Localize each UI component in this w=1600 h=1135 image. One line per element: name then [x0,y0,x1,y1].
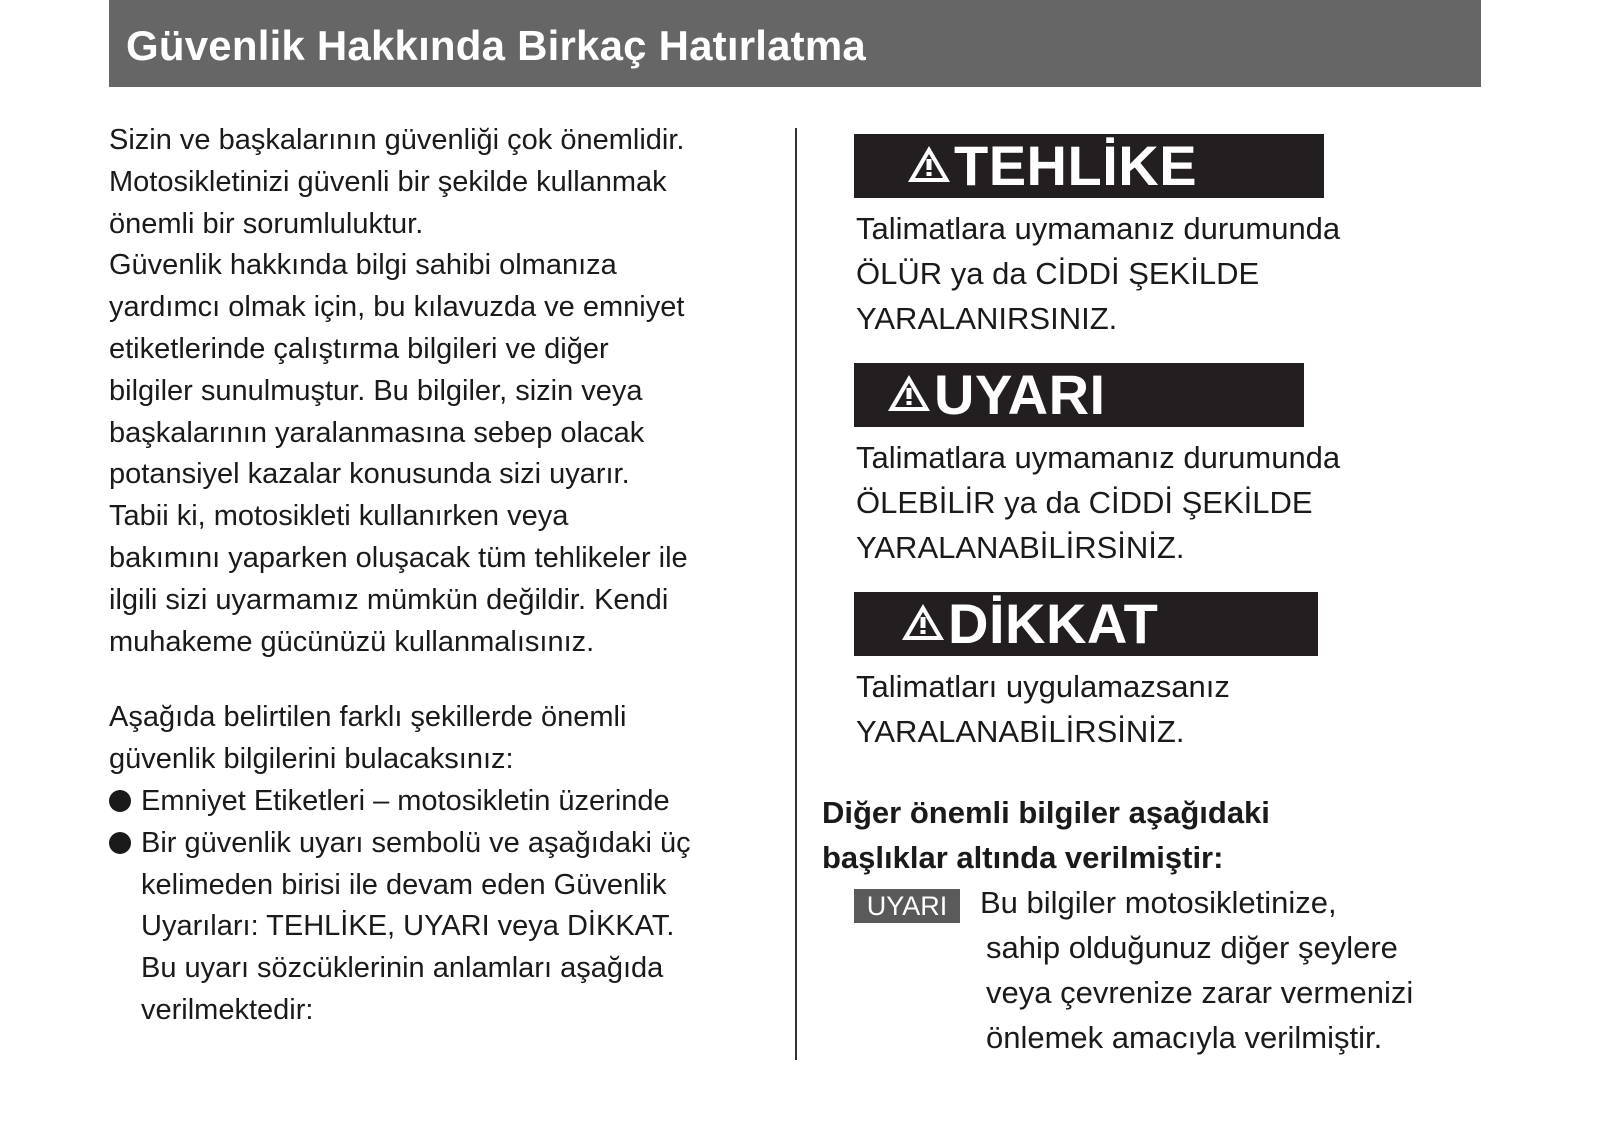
text-line: kelimeden birisi ile devam eden Güvenlik [141,868,667,901]
text-line: Bu bilgiler motosikletinize, [980,885,1337,920]
text-line: Emniyet Etiketleri – motosikletin üzerinde [141,784,670,817]
text-line: yardımcı olmak için, bu kılavuzda ve emniyet [109,291,685,324]
column-divider [795,128,797,1060]
text-line: Sizin ve başkalarının güvenliği çok önemlidir. [109,124,685,156]
page-title: Güvenlik Hakkında Birkaç Hatırlatma [126,22,866,69]
warning-triangle-icon [900,602,946,647]
list-item [109,823,779,1032]
text-line: güvenlik bilgilerini bulacaksınız: [109,743,514,776]
other-info-heading [822,790,1502,880]
text-line: ÖLÜR ya da CİDDİ ŞEKİLDE [856,256,1260,291]
text-line: ilgili sizi uyarmamız mümkün değildir. Kendi [109,583,669,616]
filled-circle-icon [109,832,131,854]
caution-banner [854,592,1318,656]
text-line: Diğer önemli bilgiler aşağıdaki [822,795,1270,830]
text-line: Uyarıları: TEHLİKE, UYARI veya DİKKAT. [141,910,675,943]
text-line: potansiyel kazalar konusunda sizi uyarır. [109,458,630,491]
bullet-list [109,781,779,1032]
warning-triangle-icon [906,144,952,189]
danger-banner [854,134,1324,198]
text-line: Talimatları uygulamazsanız [856,669,1230,704]
text-line: Motosikletinizi güvenli bir şekilde kullanmak [109,165,667,198]
text-line: önemli bir sorumluluktur. [109,207,424,240]
text-line: verilmektedir: [141,993,314,1026]
notice-tag: UYARI [854,889,960,923]
right-column [822,134,1502,1060]
text-line: Bu uyarı sözcüklerinin anlamları aşağıda [141,952,664,985]
text-line: Talimatlara uymamanız durumunda [856,211,1341,246]
text-line: Güvenlik hakkında bilgi sahibi olmanıza [109,249,617,282]
text-line: Bir güvenlik uyarı sembolü ve aşağıdaki üç [141,826,691,859]
text-line: Tabii ki, motosikleti kullanırken veya [109,500,569,533]
warning-description [856,435,1502,570]
intro-paragraph [109,120,779,663]
signal-word-warning: UYARI [934,363,1106,426]
left-column [109,120,779,1032]
text-line: muhakeme gücünüzü kullanmalısınız. [109,625,595,658]
text-line: bakımını yaparken oluşacak tüm tehlikeler ile [109,541,688,574]
text-line: ÖLEBİLİR ya da CİDDİ ŞEKİLDE [856,485,1313,520]
text-line: etiketlerinde çalıştırma bilgileri ve diğer [109,332,609,365]
text-line: Talimatlara uymamanız durumunda [856,440,1341,475]
page-header [109,0,1481,87]
filled-circle-icon [109,790,131,812]
list-item [109,781,779,823]
danger-description [856,206,1502,341]
text-line: önlemek amacıyla verilmiştir. [986,1020,1383,1055]
text-line: YARALANABİLİRSİNİZ. [856,530,1185,565]
warning-banner [854,363,1304,427]
warning-triangle-icon [886,373,932,418]
signal-word-caution: DİKKAT [948,592,1159,655]
paragraph-gap [109,663,779,697]
text-line: veya çevrenize zarar vermenizi [986,975,1414,1010]
text-line: başkalarının yaralanmasına sebep olacak [109,416,645,449]
text-line: başlıklar altında verilmiştir: [822,840,1224,875]
text-line: YARALANABİLİRSİNİZ. [856,714,1185,749]
text-line: YARALANIRSINIZ. [856,301,1118,336]
text-line: sahip olduğunuz diğer şeylere [986,930,1398,965]
text-line: bilgiler sunulmuştur. Bu bilgiler, sizin veya [109,374,643,407]
text-line: Aşağıda belirtilen farklı şekillerde önemli [109,701,627,734]
signal-word-danger: TEHLİKE [954,134,1198,197]
caution-description [856,664,1502,754]
notice-block [854,880,1502,1060]
locations-paragraph [109,697,779,781]
